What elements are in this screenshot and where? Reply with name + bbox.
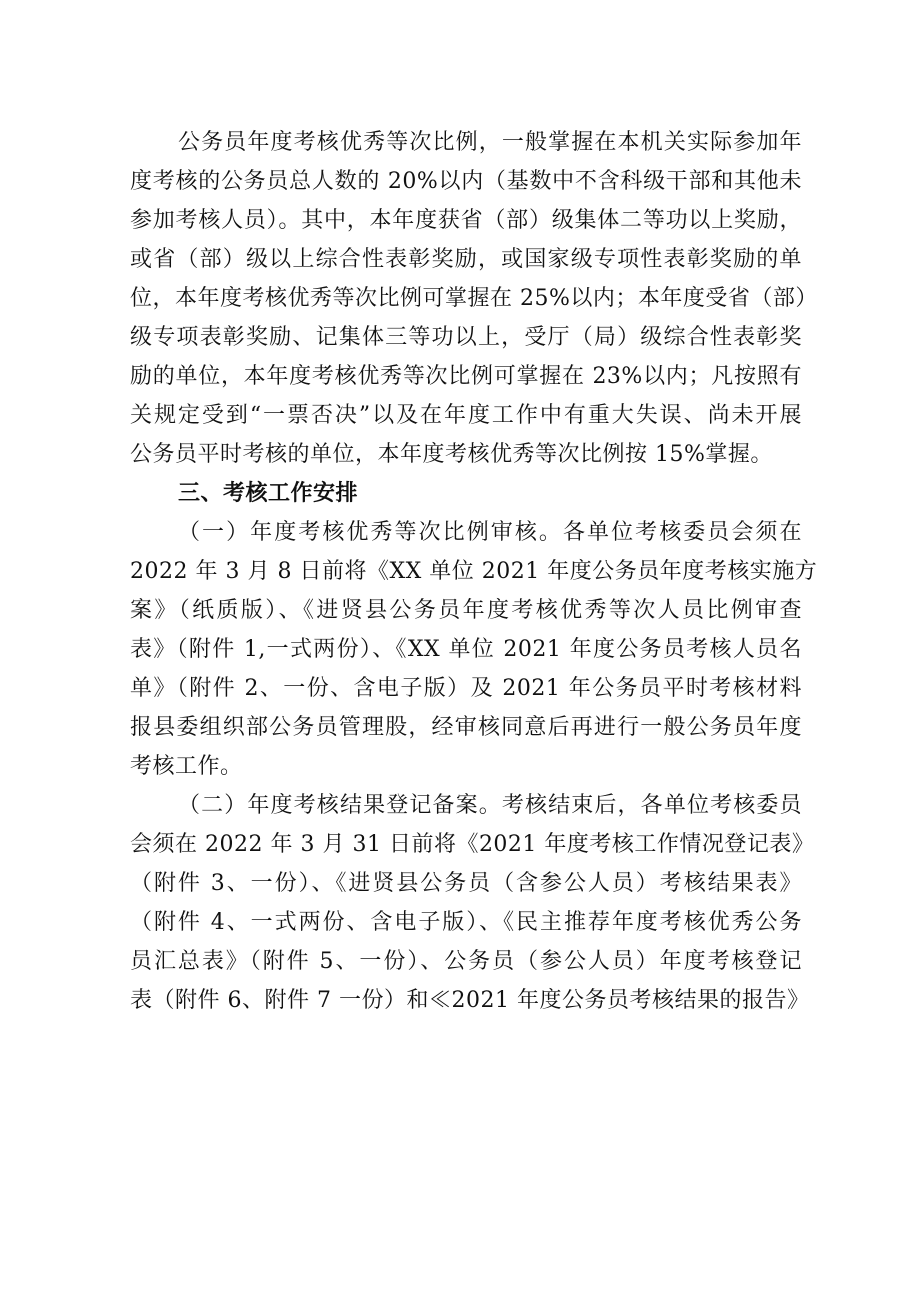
text-line: 公务员年度考核优秀等次比例，一般掌握在本机关实际参加年 (178, 130, 802, 155)
text-line: 级专项表彰奖励、记集体三等功以上，受厅（局）级综合性表彰奖 (130, 325, 802, 350)
text-line: （附件 4、一式两份、含电子版）、《民主推荐年度考核优秀公务 (130, 910, 802, 935)
text-line: 参加考核人员）。其中，本年度获省（部）级集体二等功以上奖励， (130, 208, 802, 233)
text-line: 表》（附件 1,一式两份）、《XX 单位 2021 年度公务员考核人员名 (130, 637, 802, 662)
text-line: 会须在 2022 年 3 月 31 日前将《2021 年度考核工作情况登记表》 (130, 832, 815, 857)
document-body (130, 123, 818, 1020)
text-line: 励的单位，本年度考核优秀等次比例可掌握在 23%以内；凡按照有 (130, 364, 802, 389)
paragraph-quota-ratio (130, 123, 818, 474)
text-line: （一）年度考核优秀等次比例审核。各单位考核委员会须在 (178, 520, 802, 545)
text-line: 或省（部）级以上综合性表彰奖励，或国家级专项性表彰奖励的单 (130, 247, 802, 272)
text-line: 考核工作。 (130, 754, 243, 779)
text-line: 报县委组织部公务员管理股，经审核同意后再进行一般公务员年度 (130, 715, 802, 740)
paragraph-result-filing (130, 786, 815, 1020)
text-line: 案》（纸质版）、《进贤县公务员年度考核优秀等次人员比例审查 (130, 598, 802, 623)
section-heading: 三、考核工作安排 (178, 481, 359, 506)
paragraph-ratio-review (130, 513, 818, 786)
text-line: 2022 年 3 月 8 日前将《XX 单位 2021 年度公务员年度考核实施方 (130, 559, 818, 584)
text-line: 员汇总表》（附件 5、一份）、公务员（参公人员）年度考核登记 (130, 949, 802, 974)
text-line: 度考核的公务员总人数的 20%以内（基数中不含科级干部和其他未 (130, 169, 802, 194)
text-line: 公务员平时考核的单位，本年度考核优秀等次比例按 15%掌握。 (130, 442, 773, 467)
text-line: （附件 3、一份）、《进贤县公务员（含参公人员）考核结果表》 (130, 871, 802, 896)
text-line: （二）年度考核结果登记备案。考核结束后，各单位考核委员 (178, 793, 802, 818)
text-line: 位，本年度考核优秀等次比例可掌握在 25%以内；本年度受省（部） (130, 286, 818, 311)
text-line: 关规定受到“一票否决”以及在年度工作中有重大失误、尚未开展 (130, 403, 802, 428)
text-line: 表（附件 6、附件 7 一份）和≪2021 年度公务员考核结果的报告》 (130, 988, 810, 1013)
text-line: 单》（附件 2、一份、含电子版）及 2021 年公务员平时考核材料 (130, 676, 802, 701)
